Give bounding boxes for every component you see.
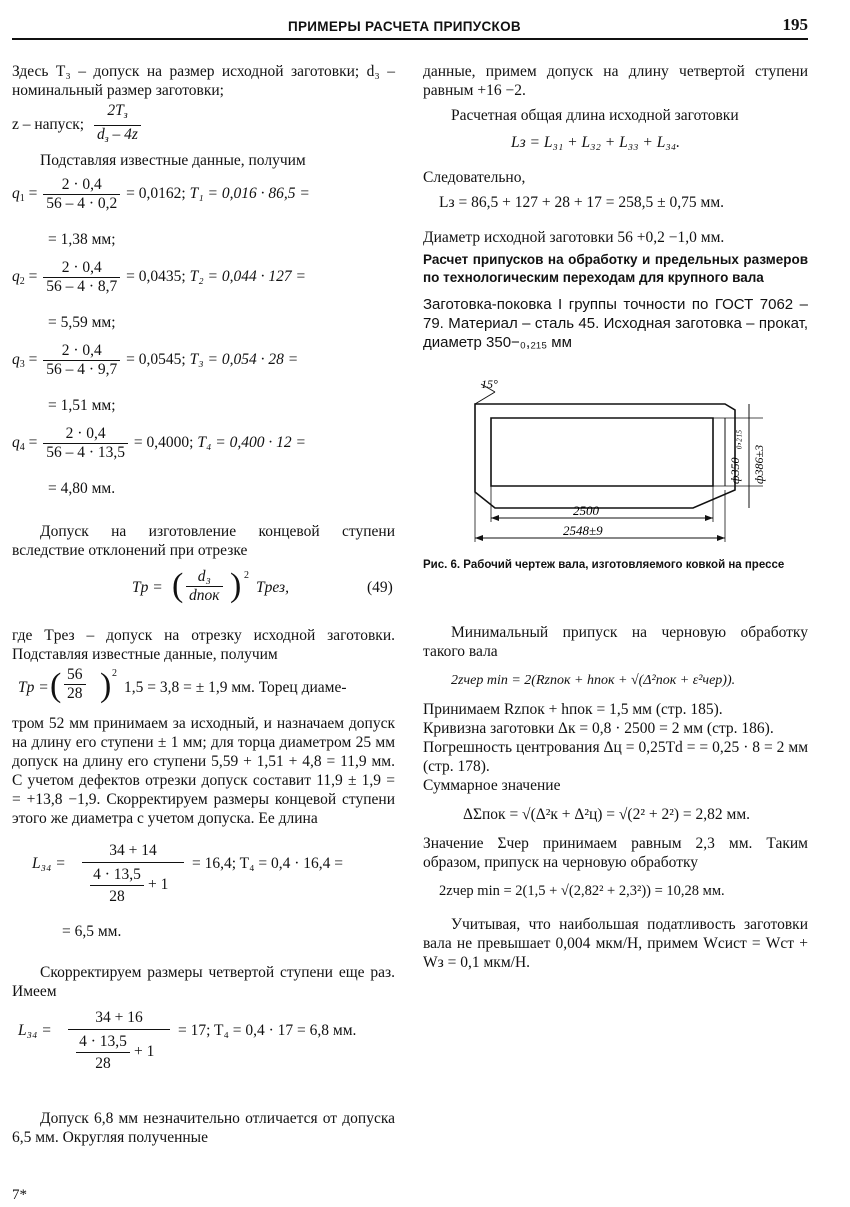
denominator: 56 – 4 · 13,5 [46,444,126,461]
formula-total-length-value: Lз = 86,5 + 127 + 28 + 17 = 258,5 ± 0,75 мм. [439,194,725,211]
formula-q2: $q_2$ = $\frac{2 \cdot 0,4}{56 - 4 \cdot 8,7}$ = 0,0435; T₂ = 0,044 · 127 = [12,259,306,295]
denominator: 56 – 4 · 9,7 [46,361,118,378]
paren-right: ) [230,567,242,604]
paragraph: Скорректируем размеры четвертой ступени еще раз. Имеем [12,964,395,1000]
paragraph: Расчетная общая длина исходной заготовки [451,107,739,124]
plus-one: + 1 [148,876,169,893]
arrow [475,535,483,541]
dim-label-d1: ф350−₀,₂₁₅ [728,429,742,484]
paragraph: Подставляя известные данные, получим [40,152,306,169]
inner-numerator: 4 · 13,5 [76,1032,130,1053]
formula-q1: $q_1$ = $\frac{2 \cdot 0,4}{56 - 4 \cdot 0,2}$ = 0,0162; T₁ = 0,016 · 86,5 = [12,176,310,212]
paragraph: Допуск на изготовление концевой ступени вследствие отклонений при отрезке [12,523,395,559]
numerator: 2 · 0,4 [43,342,120,361]
result-line: = 1,51 мм; [48,397,116,414]
tolerance: T₃ = 0,054 · 28 = [189,351,299,369]
numerator: 34 + 14 [82,840,184,863]
equation-number: (49) [367,579,393,596]
page-header [12,14,808,40]
result: = 17; T₄ = 0,4 · 17 = 6,8 мм. [178,1022,357,1039]
arrow [491,515,499,521]
inner-numerator: 4 · 13,5 [90,865,144,886]
paragraph: Минимальный припуск на черновую обработку такого вала [423,624,808,660]
result: = 0,0435; [126,268,186,286]
denominator [68,1030,170,1090]
inner-denominator: 28 [109,888,125,905]
paren-left: ( [172,567,184,604]
numerator: 34 + 16 [68,1007,170,1030]
plus-one: + 1 [134,1043,155,1060]
formula-rhs: Tрез, [256,579,289,596]
fraction [68,1007,170,1090]
denominator [82,863,184,923]
formula-lhs: L₃₄ = [32,855,66,872]
formula-q-definition [12,102,395,149]
paragraph: Погрешность центрования Δц = 0,25Td = = 0,25 · 8 = 2 мм (стр. 178). [423,739,808,775]
result-line: = 6,5 мм. [62,923,122,940]
fraction [43,342,120,379]
fraction: $\frac{2T_з}{d_з - 4z}$ [94,102,141,149]
arrow [717,535,725,541]
paragraph: тром 52 мм принимаем за исходный, и назначаем допуск на длину его ступени ± 1 мм; для торца диаметром 25 мм допуск на длину его ступени 5,59 + 1,51 + 4,8 = 11,9 мм. С учетом дефектов отрезки допуск составит 11,9 ± 1,9 = = +13,8 −1,9. Скорректируем размеры концевой ступени этого же диаметра с учетом допуска. Ее длина [12,715,395,827]
paragraph: Допуск 6,8 мм незначительно отличается от допуска 6,5 мм. Округляя полученные [12,1110,395,1146]
tolerance: T₄ = 0,400 · 12 = [197,434,306,452]
shaft-drawing [423,374,808,554]
denominator: 56 – 4 · 0,2 [46,195,118,212]
dim-label-d2: ф386±3 [752,444,766,484]
left-column [12,62,395,1147]
paragraph: Значение Σчер принимаем равным 2,3 мм. Таким образом, припуск на черновую обработку [423,835,808,871]
formula-text: z – напуск; [12,116,85,134]
formula-q3: $q_3$ = $\frac{2 \cdot 0,4}{56 - 4 \cdot 9,7}$ = 0,0545; T₃ = 0,054 · 28 = [12,342,299,378]
result-line: = 5,59 мм; [48,314,116,331]
formula-l34-second [12,1007,395,1097]
numerator: d₃ [186,568,223,587]
dim-label-outer: 2548±9 [563,523,603,538]
formula-zmin-value: 2zчер min = 2(1,5 + √(2,82² + 2,3²)) = 10,28 мм. [439,883,725,899]
fraction [43,425,128,462]
chamfer-line [475,392,495,404]
formula-sum: ΔΣпок = √(Δ²к + Δ²ц) = √(2² + 2²) = 2,82 мм. [463,806,751,823]
formula-lhs: Tр = [18,679,49,696]
formula-rhs: 1,5 = 3,8 = ± 1,9 мм. Торец диаме- [124,679,347,696]
denominator: 28 [67,685,83,702]
formula-q4: $q_4$ = $\frac{2 \cdot 0,4}{56 - 4 \cdot 13,5}$ = 0,4000; T₄ = 0,400 · 12 = [12,425,306,461]
paragraph: данные, примем допуск на длину четвертой ступени равным +16 −2. [423,63,808,99]
fraction [82,840,184,923]
result: = 0,0545; [126,351,186,369]
shaft-outline [491,418,713,486]
section-heading: Расчет припусков на обработку и предельных размеров по технологическим переходам для крупного вала [423,252,808,285]
formula-lhs: Tр = [132,579,163,596]
denominator: 56 – 4 · 8,7 [46,278,118,295]
figure-caption: Рис. 6. Рабочий чертеж вала, изготовляемого ковкой на прессе [423,559,785,571]
formula-lhs: L₃₄ = [18,1022,52,1039]
shaft-forging-outline [475,404,735,508]
paragraph: Принимаем Rzпок + hпок = 1,5 мм (стр. 185). [423,701,723,718]
fraction [186,568,223,605]
fraction [64,666,86,703]
formula-zmin: 2zчер min = 2(Rzпок + hпок + √(Δ²пок + ε²чер)). [451,673,736,688]
paragraph: Здесь T₃ – допуск на размер исходной заготовки; d₃ – номинальный размер заготовки; [12,63,395,99]
arrow [705,515,713,521]
shaft-drawing-svg [423,374,808,554]
paragraph: Диаметр исходной заготовки 56 +0,2 −1,0 мм. [423,229,725,246]
fraction [43,176,120,213]
numerator: 2 · 0,4 [43,425,128,444]
fraction [43,259,120,296]
page-number: 195 [782,15,808,34]
formula-49 [12,568,395,624]
numerator: 2 · 0,4 [43,176,120,195]
formula-l34-first [12,840,395,930]
result: = 16,4; T₄ = 0,4 · 16,4 = [192,855,344,872]
result: = 0,0162; [126,185,186,203]
numerator: 2 · 0,4 [43,259,120,278]
numerator: 56 [64,666,86,685]
paragraph: Учитывая, что наибольшая податливость заготовки вала не превышает 0,004 мкм/Н, примем Wсист = Wст + Wз = 0,1 мкм/Н. [423,916,808,971]
paragraph: где Tрез – допуск на отрезку исходной заготовки. Подставляя известные данные, получим [12,627,395,663]
denominator: dпок [189,587,220,604]
right-column [423,62,808,972]
signature-mark: 7* [12,1187,27,1203]
tolerance: T₁ = 0,016 · 86,5 = [189,185,310,203]
paragraph: Суммарное значение [423,777,561,794]
paragraph: Заготовка-поковка I группы точности по ГОСТ 7062 – 79. Материал – сталь 45. Исходная заготовка – прокат, диаметр 350−₀,₂₁₅ мм [423,296,808,351]
result-line: = 1,38 мм; [48,231,116,248]
running-title: ПРИМЕРЫ РАСЧЕТА ПРИПУСКОВ [288,19,521,34]
paragraph: Следовательно, [423,169,526,186]
paren-right: ) [100,667,112,704]
exponent: 2 [112,668,117,679]
inner-denominator: 28 [95,1055,111,1072]
exponent: 2 [244,570,249,581]
paren-left: ( [50,667,62,704]
tolerance: T₂ = 0,044 · 127 = [189,268,306,286]
result-line: = 4,80 мм. [48,480,116,497]
formula-total-length: Lз = L₃₁ + L₃₂ + L₃₃ + L₃₄. [511,134,680,151]
result: = 0,4000; [133,434,194,452]
dim-label-inner: 2500 [573,503,599,518]
angle-label: 15° [481,377,498,391]
paragraph: Кривизна заготовки Δк = 0,8 · 2500 = 2 мм (стр. 186). [423,720,774,737]
formula-tp [12,664,395,714]
